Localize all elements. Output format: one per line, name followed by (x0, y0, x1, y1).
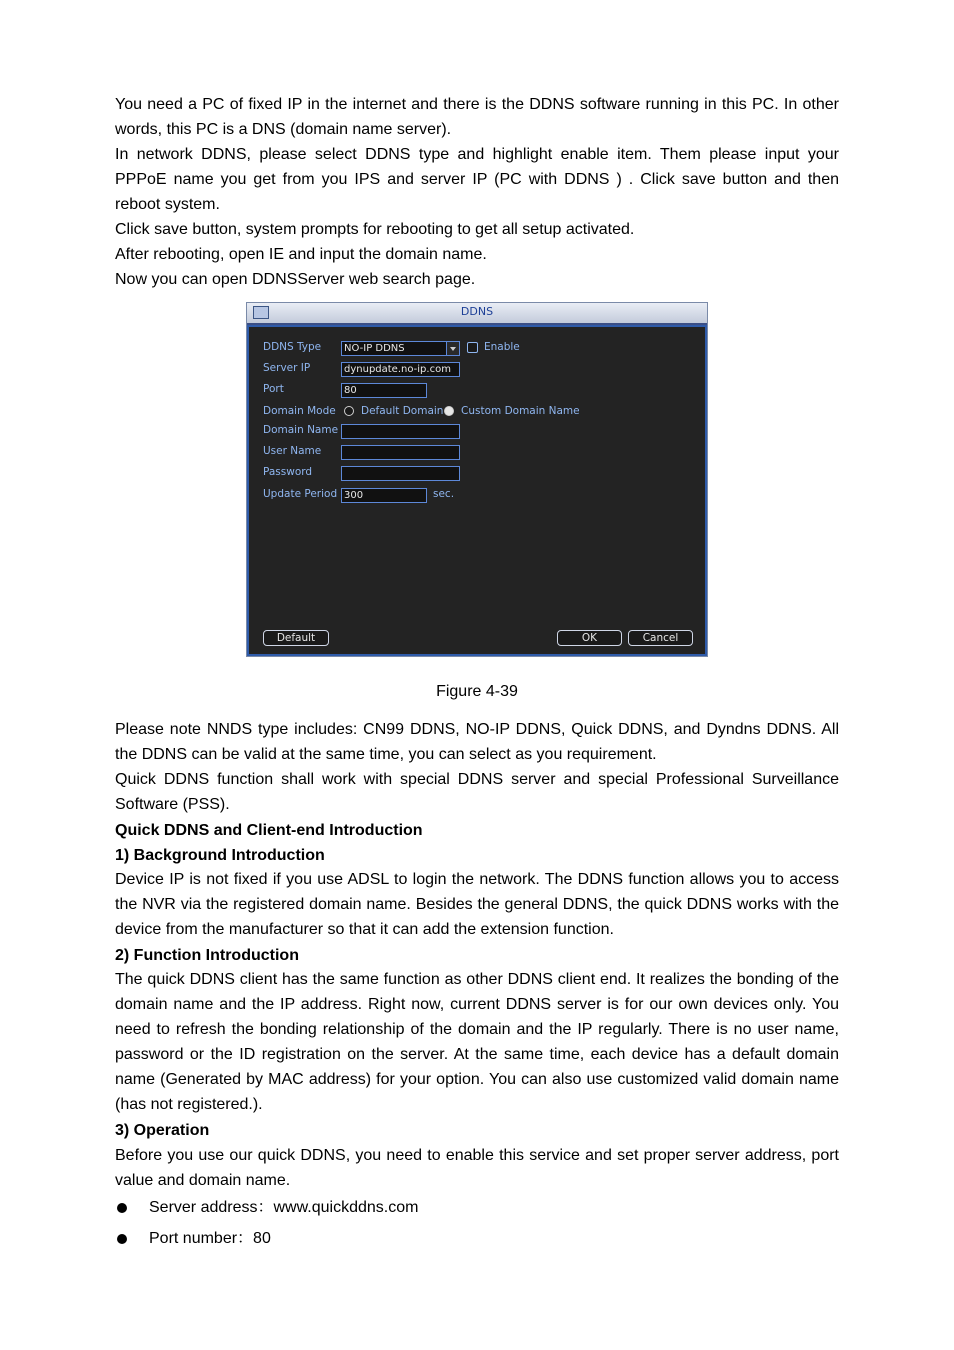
port-label: Port (263, 383, 284, 395)
default-button[interactable]: Default (263, 630, 329, 646)
paragraph-ddns-types: Please note NNDS type includes: CN99 DDNS, NO-IP DDNS, Quick DDNS, and Dyndns DDNS. All the DDNS can be valid at the same time, you can select as you requirement. (115, 721, 839, 763)
custom-domain-label: Custom Domain Name (461, 405, 580, 417)
intro-paragraph-fixed-ip: You need a PC of fixed IP in the internet and there is the DDNS software running in this PC. In other words, this PC is a DNS (domain name server). (115, 96, 839, 138)
bullet-server-address: Server address：www.quickddns.com (149, 1199, 419, 1216)
port-input[interactable]: 80 (341, 383, 427, 398)
dialog-title: DDNS (460, 305, 494, 318)
bullet-port-number: Port number：80 (149, 1230, 271, 1247)
paragraph-quick-ddns-pss: Quick DDNS function shall work with special DDNS server and special Professional Surveillance Software (PSS). (115, 771, 839, 813)
paragraph-background: Device IP is not fixed if you use ADSL to login the network. The DDNS function allows you to access the NVR via the registered domain name. Besides the general DDNS, the quick DDNS works with the device from the manufacturer so that it can add the extension function. (115, 871, 839, 938)
heading-quick-ddns: Quick DDNS and Client-end Introduction (115, 822, 423, 839)
intro-paragraph-ddns-setup: In network DDNS, please select DDNS type and highlight enable item. Them please input your PPPoE name you get from you IPS and server IP (PC with DDNS ) . Click save button and then reboot system. (115, 146, 839, 213)
update-period-label: Update Period (263, 488, 338, 500)
intro-paragraph-save: Click save button, system prompts for rebooting to get all setup activated. (115, 221, 635, 238)
intro-paragraph-web-search: Now you can open DDNSServer web search page. (115, 271, 476, 288)
user-name-label: User Name (263, 445, 322, 457)
default-domain-radio[interactable] (344, 406, 354, 416)
heading-background: 1) Background Introduction (115, 847, 325, 864)
ddns-type-value: NO-IP DDNS (344, 343, 405, 354)
ddns-type-label: DDNS Type (263, 341, 322, 353)
figure-caption: Figure 4-39 (436, 683, 518, 700)
ok-button[interactable]: OK (557, 630, 622, 646)
ddns-type-select[interactable] (341, 341, 460, 356)
ddns-dialog (246, 302, 708, 657)
dialog-titlebar (247, 303, 707, 325)
update-period-input[interactable]: 300 (341, 488, 427, 503)
chevron-down-icon[interactable] (446, 342, 459, 355)
heading-function: 2) Function Introduction (115, 947, 299, 964)
password-label: Password (263, 466, 313, 478)
paragraph-function: The quick DDNS client has the same function as other DDNS client end. It realizes the bonding of the domain name and the IP address. Right now, current DDNS server is for our own devices only. You need to refresh the bonding relationship of the domain and the IP regularly. There is no user name, password or the ID registration on the server. At the same time, each device has a default domain name (Generated by MAC address) for your option. You can also use customized valid domain name (has not registered.). (115, 971, 839, 1113)
cancel-button[interactable]: Cancel (628, 630, 693, 646)
bullet-icon (117, 1203, 127, 1213)
enable-label: Enable (484, 341, 520, 353)
server-ip-input[interactable]: dynupdate.no-ip.com (341, 362, 460, 377)
custom-domain-radio[interactable] (444, 406, 454, 416)
user-name-input[interactable] (341, 445, 460, 460)
default-domain-label: Default Domain (361, 405, 444, 417)
domain-name-input[interactable] (341, 424, 460, 439)
bullet-icon (117, 1234, 127, 1244)
paragraph-operation: Before you use our quick DDNS, you need to enable this service and set proper server address, port value and domain name. (115, 1147, 839, 1189)
domain-name-label: Domain Name (263, 424, 339, 436)
domain-mode-label: Domain Mode (263, 405, 336, 417)
password-input[interactable] (341, 466, 460, 481)
dialog-body (247, 325, 707, 656)
enable-checkbox[interactable] (467, 342, 478, 353)
server-ip-label: Server IP (263, 362, 311, 374)
intro-paragraph-reboot: After rebooting, open IE and input the domain name. (115, 246, 487, 263)
update-period-unit: sec. (433, 488, 455, 500)
heading-operation: 3) Operation (115, 1122, 210, 1139)
